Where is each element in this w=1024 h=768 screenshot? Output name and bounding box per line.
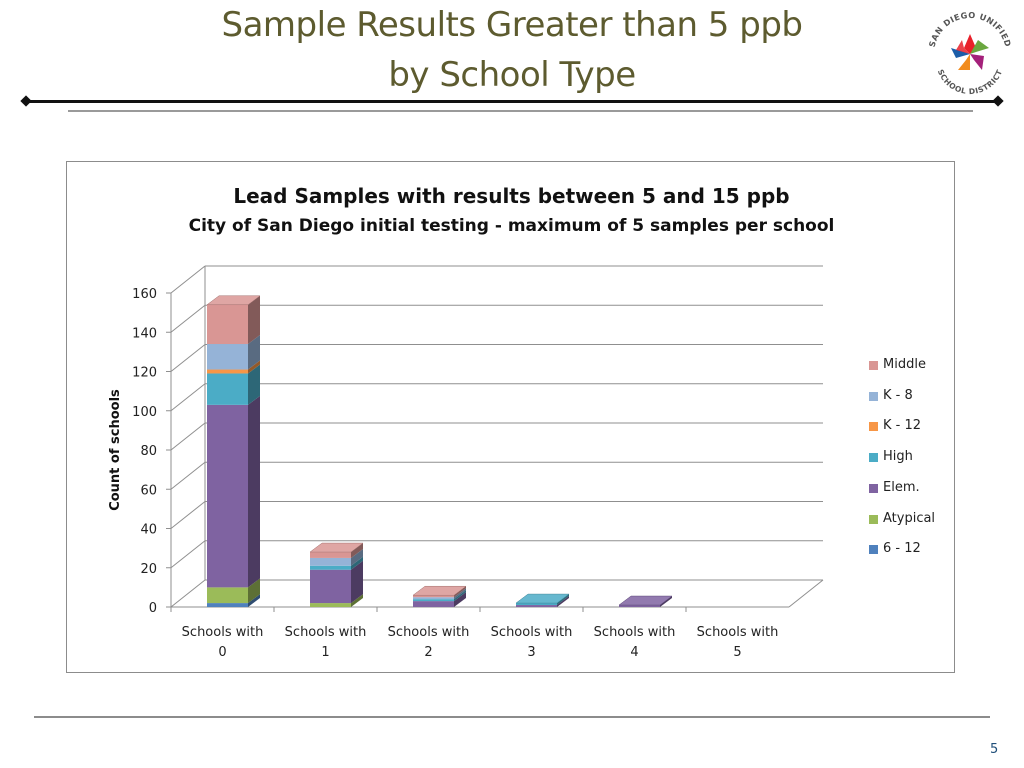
y-tick-label: 140 (132, 326, 157, 342)
x-tick-label: 4 (630, 645, 639, 660)
bar-segment-High (516, 603, 557, 605)
bar-segment-K - 12 (207, 370, 248, 374)
legend-label: Elem. (883, 479, 920, 495)
y-tick-label: 160 (132, 287, 157, 302)
x-tick-label: Schools with (696, 625, 779, 640)
bar-segment-High (413, 599, 454, 601)
side-wall-gridline (171, 305, 205, 332)
y-axis-label: Count of schools (108, 389, 123, 511)
legend-swatch (869, 453, 878, 462)
legend-swatch (869, 422, 878, 431)
legend-swatch (869, 484, 878, 493)
bar-segment-Atypical (207, 587, 248, 603)
bar-segment-Elem. (619, 605, 660, 607)
bar-segment-High (310, 566, 351, 570)
x-tick-label: 1 (321, 645, 330, 660)
slide-title-line-1: Sample Results Greater than 5 ppb (221, 5, 803, 45)
page-number: 5 (990, 742, 999, 757)
y-tick-label: 60 (140, 483, 157, 499)
floor-right-edge (789, 580, 823, 607)
x-tick-label: Schools with (387, 625, 470, 640)
chart-container (66, 161, 955, 673)
side-wall-gridline (171, 462, 205, 489)
legend-swatch (869, 515, 878, 524)
y-tick-label: 80 (140, 444, 157, 459)
slide-title-line-2: by School Type (388, 55, 636, 95)
bar-segment-Middle (413, 595, 454, 597)
x-tick-label: 0 (218, 645, 227, 660)
footer-divider (34, 716, 990, 718)
side-wall-gridline (171, 384, 205, 411)
side-wall-gridline (171, 345, 205, 372)
y-tick-label: 100 (132, 404, 157, 420)
x-tick-label: 3 (527, 645, 536, 660)
bar-segment-Elem. (413, 601, 454, 607)
chart-subtitle: City of San Diego initial testing - maximum of 5 samples per school (188, 216, 835, 236)
svg-text:SCHOOL DISTRICT: SCHOOL DISTRICT (935, 68, 1005, 97)
y-tick-label: 20 (140, 561, 157, 577)
x-tick-label: Schools with (490, 625, 573, 640)
y-tick-label: 40 (140, 522, 157, 538)
chart-plot (67, 162, 956, 674)
x-tick-label: 5 (733, 645, 742, 660)
y-tick-label: 0 (148, 601, 157, 616)
side-wall-gridline (171, 266, 205, 293)
x-tick-label: Schools with (593, 625, 676, 640)
bar-segment-Elem. (310, 570, 351, 603)
side-wall-gridline (171, 502, 205, 529)
school-district-logo (920, 8, 1020, 98)
bar-segment-Middle (207, 305, 248, 344)
bar-segment-Elem. (207, 405, 248, 588)
x-tick-label: Schools with (284, 625, 367, 640)
title-subdivider (68, 110, 973, 112)
chart-title: Lead Samples with results between 5 and 15 ppb (233, 184, 790, 208)
bar-segment-High (207, 373, 248, 404)
x-tick-label: 2 (424, 645, 433, 660)
legend-label: 6 - 12 (883, 541, 921, 557)
slide-title (0, 0, 1024, 100)
legend-label: Middle (883, 357, 926, 372)
legend-swatch (869, 361, 878, 370)
legend-swatch (869, 545, 878, 554)
bar-side-Elem. (248, 396, 260, 588)
title-divider (26, 100, 1000, 103)
x-tick-label: Schools with (181, 625, 264, 640)
legend-label: K - 12 (883, 418, 922, 434)
svg-text:SAN DIEGO UNIFIED: SAN DIEGO UNIFIED (926, 9, 1014, 49)
y-tick-label: 120 (132, 365, 157, 381)
bar-segment-Middle (310, 552, 351, 558)
bar-segment-Elem. (516, 605, 557, 607)
bar-segment-K - 8 (207, 344, 248, 370)
side-wall-gridline (171, 541, 205, 568)
legend-label: High (883, 449, 913, 465)
bar-segment-K - 8 (413, 597, 454, 599)
bar-segment-6 - 12 (207, 603, 248, 607)
side-wall-gridline (171, 580, 205, 607)
bar-segment-K - 8 (310, 558, 351, 566)
legend-label: Atypical (883, 510, 936, 526)
legend-label: K - 8 (883, 387, 913, 403)
legend-swatch (869, 392, 878, 401)
side-wall-gridline (171, 423, 205, 450)
bar-segment-Atypical (310, 603, 351, 607)
